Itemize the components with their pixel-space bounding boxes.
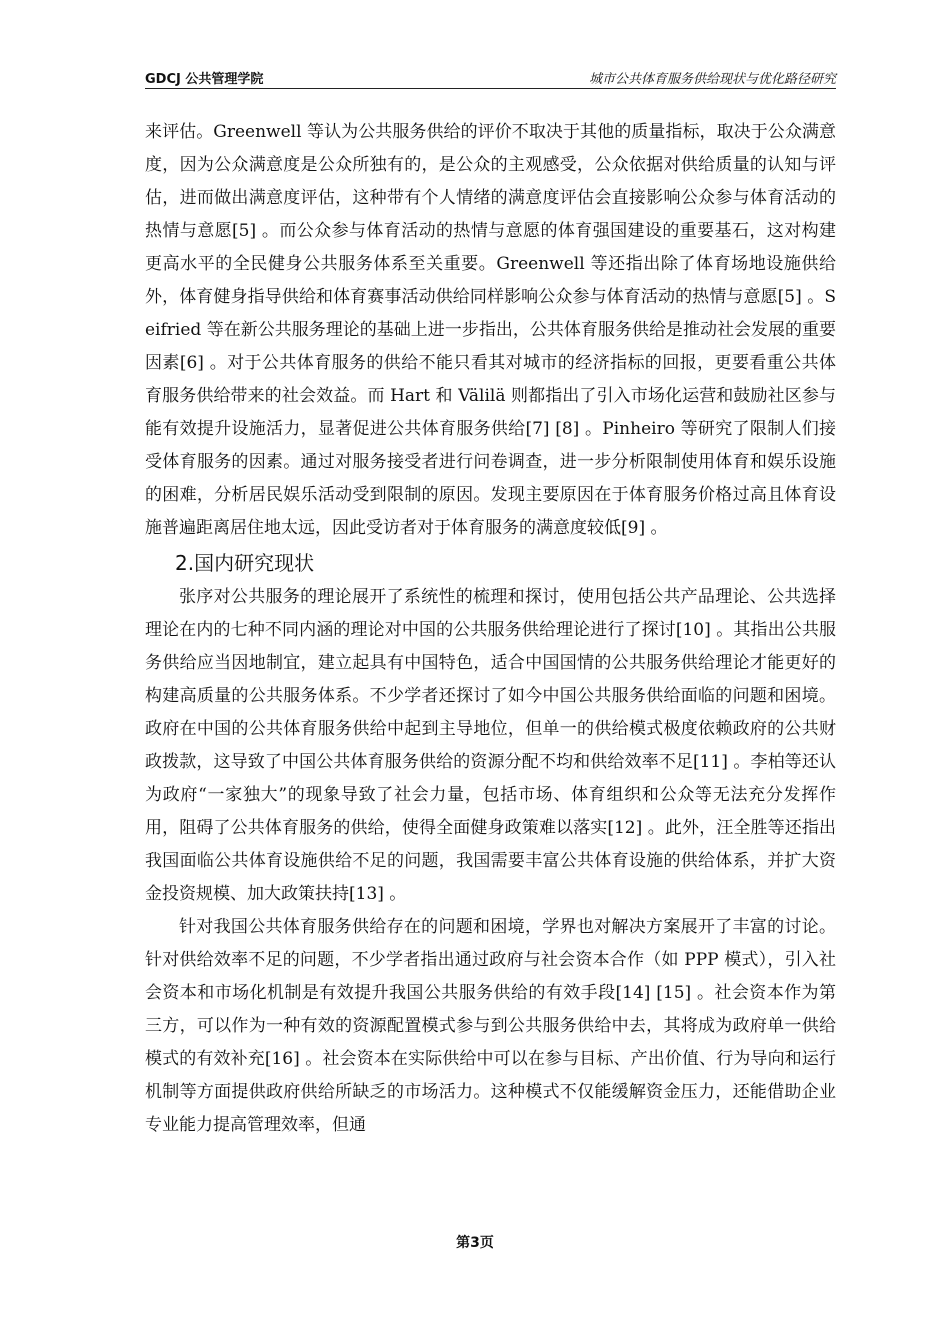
paragraph-foreign-research: 来评估。Greenwell 等认为公共服务供给的评价不取决于其他的质量指标，取决于公众满意度，因为公众满意度是公众所独有的，是公众的主观感受，公众依据对供给质量的认知与评估，进而做出满意度评估，这种带有个人情绪的满意度评估会直接影响公众参与体育活动的热情与意愿[5] 。而公众参与体育活动的热情与意愿的体育强国建设的重要基石，这对构建更高水平的全民健身公共服务体系至关重要。Greenwell 等还指出除了体育场地设施供给外，体育健身指导供给和体育赛事活动供给同样影响公众参与体育活动的热情与意愿[5] 。Seifried 等在新公共服务理论的基础上进一步指出，公共体育服务供给是推动社会发展的重要因素[6] 。对于公共体育服务的供给不能只看其对城市的经济指标的回报，更要看重公共体育服务供给带来的社会效益。而 Hart 和 Välilä 则都指出了引入市场化运营和鼓励社区参与能有效提升设施活力，显著促进公共体育服务供给[7] [8] 。Pinheiro 等研究了限制人们接受体育服务的因素。通过对服务接受者进行问卷调查，进一步分析限制使用体育和娱乐设施的困难，分析居民娱乐活动受到限制的原因。发现主要原因在于体育服务价格过高且体育设施普遍距离居住地太远，因此受访者对于体育服务的满意度较低[9] 。 xyxy=(145,122,836,538)
document-body xyxy=(145,116,836,1142)
section-heading-domestic-research: 2.国内研究现状 xyxy=(175,551,315,575)
paragraph-solutions: 针对我国公共体育服务供给存在的问题和困境，学界也对解决方案展开了丰富的讨论。针对供给效率不足的问题，不少学者指出通过政府与社会资本合作（如 PPP 模式），引入社会资本和市场化机制是有效提升我国公共服务供给的有效手段[14] [15] 。社会资本作为第三方，可以作为一种有效的资源配置模式参与到公共服务供给中去，其将成为政府单一供给模式的有效补充[16] 。社会资本在实际供给中可以在参与目标、产出价值、行为导向和运行机制等方面提供政府供给所缺乏的市场活力。这种模式不仅能缓解资金压力，还能借助企业专业能力提高管理效率，但通 xyxy=(145,917,836,1135)
paragraph-domestic-theory: 张序对公共服务的理论展开了系统性的梳理和探讨，使用包括公共产品理论、公共选择理论在内的七种不同内涵的理论对中国的公共服务供给理论进行了探讨[10] 。其指出公共服务供给应当因地制宜，建立起具有中国特色，适合中国国情的公共服务供给理论才能更好的构建高质量的公共服务体系。不少学者还探讨了如今中国公共服务供给面临的问题和困境。政府在中国的公共体育服务供给中起到主导地位，但单一的供给模式极度依赖政府的公共财政拨款，这导致了中国公共体育服务供给的资源分配不均和供给效率不足[11] 。李柏等还认为政府“一家独大”的现象导致了社会力量，包括市场、体育组织和公众等无法充分发挥作用，阻碍了公共体育服务的供给，使得全面健身政策难以落实[12] 。此外，汪全胜等还指出我国面临公共体育设施供给不足的问题，我国需要丰富公共体育设施的供给体系，并扩大资金投资规模、加大政策扶持[13] 。 xyxy=(145,587,836,904)
header-title: 城市公共体育服务供给现状与优化路径研究 xyxy=(588,72,836,87)
header-institution: GDCJ 公共管理学院 xyxy=(145,72,264,87)
page-header xyxy=(145,66,836,89)
page-number: 第3页 xyxy=(456,1235,494,1251)
